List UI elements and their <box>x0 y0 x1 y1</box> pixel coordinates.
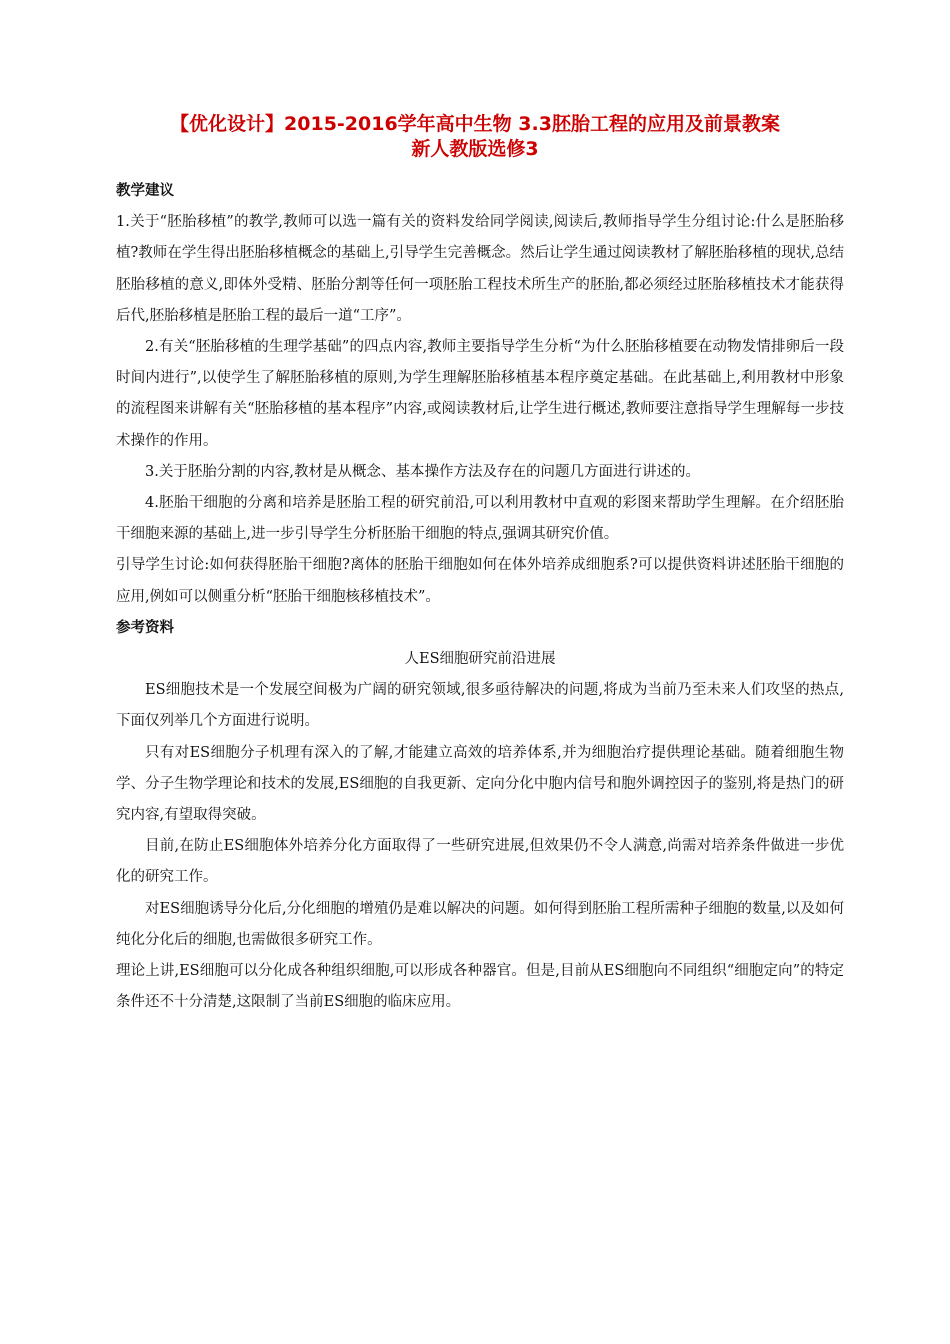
suggestion-paragraph: 2.有关“胚胎移植的生理学基础”的四点内容,教师主要指导学生分析“为什么胚胎移植要在动物发情排卵后一段时间内进行”,以使学生了解胚胎移植的原则,为学生理解胚胎移植基本程序奠定基础。在此基础上,利用教材中形象的流程图来讲解有关“胚胎移植的基本程序”内容,或阅读教材后,让学生进行概述,教师要注意指导学生理解每一步技术操作的作用。 <box>116 339 844 449</box>
suggestion-paragraph: 1.关于“胚胎移植”的教学,教师可以选一篇有关的资料发给同学阅读,阅读后,教师指导学生分组讨论:什么是胚胎移植?教师在学生得出胚胎移植概念的基础上,引导学生完善概念。然后让学生通过阅读教材了解胚胎移植的现状,总结胚胎移植的意义,即体外受精、胚胎分割等任何一项胚胎工程技术所生产的胚胎,都必须经过胚胎移植技术才能获得后代,胚胎移植是胚胎工程的最后一道“工序”。 <box>116 214 844 324</box>
suggestion-paragraph: 引导学生讨论:如何获得胚胎干细胞?离体的胚胎干细胞如何在体外培养成细胞系?可以提供资料讲述胚胎干细胞的应用,例如可以侧重分析“胚胎干细胞核移植技术”。 <box>116 557 844 605</box>
reference-paragraph: 对ES细胞诱导分化后,分化细胞的增殖仍是难以解决的问题。如何得到胚胎工程所需种子细胞的数量,以及如何纯化分化后的细胞,也需做很多研究工作。 <box>116 900 844 948</box>
document-title <box>60 112 890 162</box>
document-body <box>116 176 844 1018</box>
suggestion-paragraph: 3.关于胚胎分割的内容,教材是从概念、基本操作方法及存在的问题几方面进行讲述的。 <box>145 463 700 480</box>
reference-paragraph: ES细胞技术是一个发展空间极为广阔的研究领域,很多亟待解决的问题,将成为当前乃至未来人们攻坚的热点,下面仅列举几个方面进行说明。 <box>116 682 844 730</box>
title-line-1: 【优化设计】2015-2016学年高中生物 3.3胚胎工程的应用及前景教案 <box>170 113 780 135</box>
reference-paragraph: 目前,在防止ES细胞体外培养分化方面取得了一些研究进展,但效果仍不令人满意,尚需对培养条件做进一步优化的研究工作。 <box>116 838 844 886</box>
reference-paragraph: 只有对ES细胞分子机理有深入的了解,才能建立高效的培养体系,并为细胞治疗提供理论基础。随着细胞生物学、分子生物学理论和技术的发展,ES细胞的自我更新、定向分化中胞内信号和胞外调控因子的鉴别,将是热门的研究内容,有望取得突破。 <box>116 744 844 824</box>
reference-paragraph: 理论上讲,ES细胞可以分化成各种组织细胞,可以形成各种器官。但是,目前从ES细胞向不同组织“细胞定向”的特定条件还不十分清楚,这限制了当前ES细胞的临床应用。 <box>116 963 844 1011</box>
reference-title: 人ES细胞研究前沿进展 <box>404 651 556 668</box>
section-heading-references: 参考资料 <box>116 619 174 636</box>
suggestion-paragraph: 4.胚胎干细胞的分离和培养是胚胎工程的研究前沿,可以利用教材中直观的彩图来帮助学生理解。在介绍胚胎干细胞来源的基础上,进一步引导学生分析胚胎干细胞的特点,强调其研究价值。 <box>116 495 844 543</box>
title-line-2: 新人教版选修3 <box>411 138 539 160</box>
section-heading-teaching-suggestions: 教学建议 <box>116 183 174 199</box>
